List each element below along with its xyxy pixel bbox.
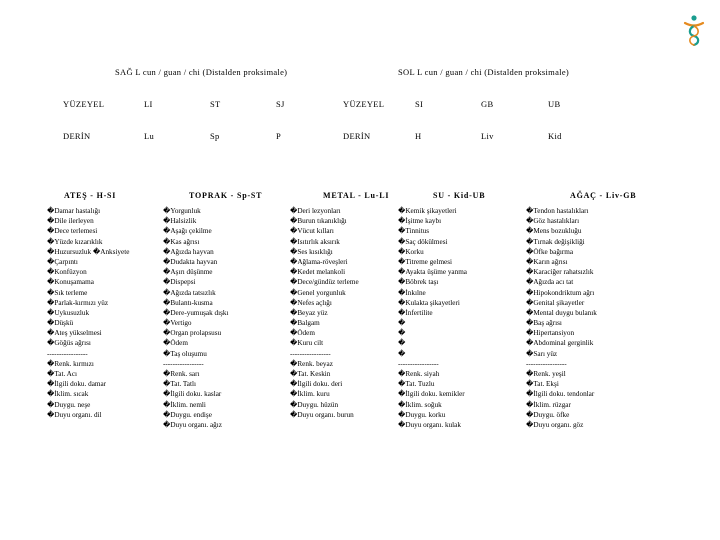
list-item: �Ateş yükselmesi: [47, 329, 102, 338]
list-item: �Karaciğer rahatsızlık: [526, 268, 594, 277]
list-item: �Kulakta şikayetleri: [398, 298, 460, 307]
list-item: �Balgam: [290, 319, 320, 328]
list-item: �Vertigo: [163, 319, 192, 328]
list-item: �Çarpıntı: [47, 257, 78, 266]
list-item: �Tat. Tatlı: [163, 380, 196, 389]
list-item: �Korku: [398, 247, 424, 256]
list-item: �Organ prolapsusu: [163, 329, 222, 338]
list-item: �Halsizlik: [163, 217, 197, 226]
metal-column-title: METAL - Lu-LI: [323, 191, 390, 200]
list-item: �Tat. Acı: [47, 370, 78, 378]
list-item: �İklim. rüzgar: [526, 400, 571, 409]
surface-label-left: YÜZEYEL: [343, 99, 385, 109]
list-item: �Duygu. korku: [398, 410, 446, 419]
list-item: �Renk. beyaz: [290, 359, 333, 368]
list-item: -----------------: [163, 359, 204, 368]
list-item: �Hipertansiyon: [526, 329, 575, 338]
list-item: �Hipokondriktum ağrı: [526, 288, 595, 297]
list-item: �Renk. kırmızı: [47, 359, 94, 368]
list-item: �İklim. sıcak: [47, 390, 89, 399]
list-item: �Parlak-kırmızı yüz: [47, 298, 109, 307]
earth-column-title: TOPRAK - Sp-ST: [189, 191, 263, 200]
right-pulse-heading: SAĞ L cun / guan / chi (Distalden proksimale): [115, 67, 288, 77]
list-item: �Göğüs ağrısı: [47, 339, 91, 348]
list-item: �Tat. Keskin: [290, 370, 331, 378]
left-pulse-heading: SOL L cun / guan / chi (Distalden proksimale): [398, 67, 570, 77]
list-item: �Genel yorgunluk: [290, 288, 346, 297]
earth-symptom-list: [163, 206, 228, 430]
list-item: �Ağızda acı tat: [526, 278, 574, 287]
list-item: �İlgili doku. deri: [290, 380, 343, 389]
list-item: �Böbrek taşı: [398, 278, 439, 287]
list-item: �Duygu. neşe: [47, 400, 91, 409]
list-item: �Uykusuzluk: [47, 308, 90, 317]
water-column-title: SU - Kid-UB: [433, 191, 486, 200]
list-item: �Sarı yüz: [526, 349, 558, 358]
list-item: �Nefes açlığı: [290, 298, 332, 307]
list-item: �Saç dökülmesi: [398, 237, 448, 246]
list-item: �Isıtırlık aksırık: [290, 237, 340, 246]
list-item: �Tendon hastalıkları: [526, 207, 589, 215]
list-item: �Duygu. öfke: [526, 410, 570, 419]
list-item: �Damar hastalığı: [47, 207, 101, 215]
list-item: �Kedet melankoli: [290, 268, 346, 277]
list-item: �Deri lezyonları: [290, 207, 341, 215]
surface-label-right: YÜZEYEL: [63, 99, 105, 109]
list-item: �İlgili doku. kemikler: [398, 390, 465, 399]
yin-yang-figure-logo: [680, 12, 708, 46]
list-item: �Bulantı-kusma: [163, 298, 213, 307]
list-item: -----------------: [290, 349, 331, 358]
list-item: �Tat. Ekşi: [526, 380, 559, 389]
surface-st: ST: [210, 99, 221, 109]
list-item: �: [398, 329, 406, 338]
fire-column-title: ATEŞ - H-SI: [64, 191, 117, 200]
list-item: �İnfertilite: [398, 308, 433, 317]
deep-lu: Lu: [144, 131, 155, 141]
list-item: �Kemik şikayetleri: [398, 207, 457, 215]
list-item: �Kuru cilt: [290, 339, 324, 348]
list-item: �Burun tıkanıklığı: [290, 217, 347, 226]
list-item: �Konfüzyon: [47, 268, 87, 277]
deep-label-left: DERİN: [343, 131, 371, 141]
list-item: �Dile ilerleyen: [47, 217, 94, 226]
list-item: �Ağızda tatsızlık: [163, 288, 216, 297]
list-item: -----------------: [398, 359, 439, 368]
list-item: �Renk. yeşil: [526, 370, 566, 378]
list-item: �: [398, 339, 406, 348]
surface-si: SI: [415, 99, 424, 109]
deep-h: H: [415, 131, 422, 141]
metal-symptom-list: [290, 206, 359, 420]
list-item: �İşitme kaybı: [398, 217, 442, 226]
list-item: �Duyu organı. burun: [290, 410, 354, 419]
wood-column-title: AĞAÇ - Liv-GB: [570, 191, 637, 200]
list-item: �İlgili doku. damar: [47, 380, 107, 389]
list-item: �İlgili doku. tendonlar: [526, 390, 595, 399]
list-item: �: [398, 319, 406, 328]
deep-sp: Sp: [210, 131, 220, 141]
list-item: �Ödem: [163, 339, 188, 348]
list-item: �Ödem: [290, 329, 315, 338]
list-item: �Mens bozukluğu: [526, 227, 582, 236]
list-item: �İklim. soğuk: [398, 400, 442, 409]
list-item: �Tinnitus: [398, 227, 430, 236]
list-item: �İnkılne: [398, 288, 426, 297]
list-item: -----------------: [47, 349, 88, 358]
list-item: �Taş oluşumu: [163, 349, 207, 358]
list-item: �Dere-yumuşak dışkı: [163, 308, 229, 317]
list-item: �Karın ağrısı: [526, 257, 568, 266]
list-item: �Genital şikayetler: [526, 298, 585, 307]
wood-symptom-list: [526, 206, 597, 430]
list-item: �İlgili doku. kaslar: [163, 390, 222, 399]
surface-li: LI: [144, 99, 153, 109]
list-item: �Duygu. endişe: [163, 410, 212, 419]
list-item: �Tırnak değişikliği: [526, 237, 585, 246]
list-item: �Ağlama-röveşleri: [290, 257, 348, 266]
list-item: �Baş ağrısı: [526, 319, 562, 328]
list-item: �: [398, 349, 406, 358]
list-item: �Duyu organı. ağız: [163, 420, 222, 429]
list-item: �Dece terlemesi: [47, 227, 98, 236]
list-item: �Duyu organı. göz: [526, 420, 584, 429]
list-item: �Dispepsi: [163, 278, 196, 287]
list-item: �Beyaz yüz: [290, 308, 328, 317]
list-item: �Yüzde kızarıklık: [47, 237, 103, 246]
list-item: �Duyu organı. dil: [47, 410, 102, 419]
list-item: �Dudakta hayvan: [163, 257, 218, 266]
list-item: �Duyu organı. kulak: [398, 420, 461, 429]
deep-p: P: [276, 131, 282, 141]
surface-ub: UB: [548, 99, 561, 109]
list-item: �Huzursuzluk �Anksiyete: [47, 247, 130, 256]
water-symptom-list: [398, 206, 467, 430]
list-item: �Mental duygu bulanık: [526, 308, 597, 317]
deep-kid: Kid: [548, 131, 562, 141]
list-item: �Renk. siyah: [398, 370, 440, 378]
list-item: �Tat. Tuzlu: [398, 380, 435, 389]
list-item: �İklim. nemli: [163, 400, 206, 409]
list-item: �Aşırı düşünme: [163, 268, 213, 277]
deep-label-right: DERİN: [63, 131, 91, 141]
list-item: �Ayakta üşüme yanma: [398, 268, 467, 277]
list-item: �Düşkü: [47, 319, 74, 328]
list-item: �Abdominal gerginlik: [526, 339, 594, 348]
surface-gb: GB: [481, 99, 494, 109]
list-item: �Aşağı çekilme: [163, 227, 212, 236]
list-item: �Ses kısıklığı: [290, 247, 333, 256]
list-item: �İklim. kuru: [290, 390, 330, 399]
list-item: �Titreme gelmesi: [398, 257, 453, 266]
list-item: �Dece/gündüz terleme: [290, 278, 359, 287]
list-item: �Renk. sarı: [163, 370, 200, 378]
deep-liv: Liv: [481, 131, 494, 141]
list-item: �Vücut kılları: [290, 227, 334, 236]
list-item: �Yorgunluk: [163, 207, 201, 215]
list-item: �Göz hastalıkları: [526, 217, 580, 226]
surface-sj: SJ: [276, 99, 285, 109]
list-item: �Kas ağrısı: [163, 237, 200, 246]
list-item: �Sık terleme: [47, 288, 88, 297]
list-item: �Ağızda hayvan: [163, 247, 214, 256]
list-item: -----------------: [526, 359, 567, 368]
list-item: �Duygu. hüzün: [290, 400, 339, 409]
list-item: �Konuşamama: [47, 278, 94, 287]
list-item: �Öfke bağırma: [526, 247, 574, 256]
fire-symptom-list: [47, 206, 129, 420]
